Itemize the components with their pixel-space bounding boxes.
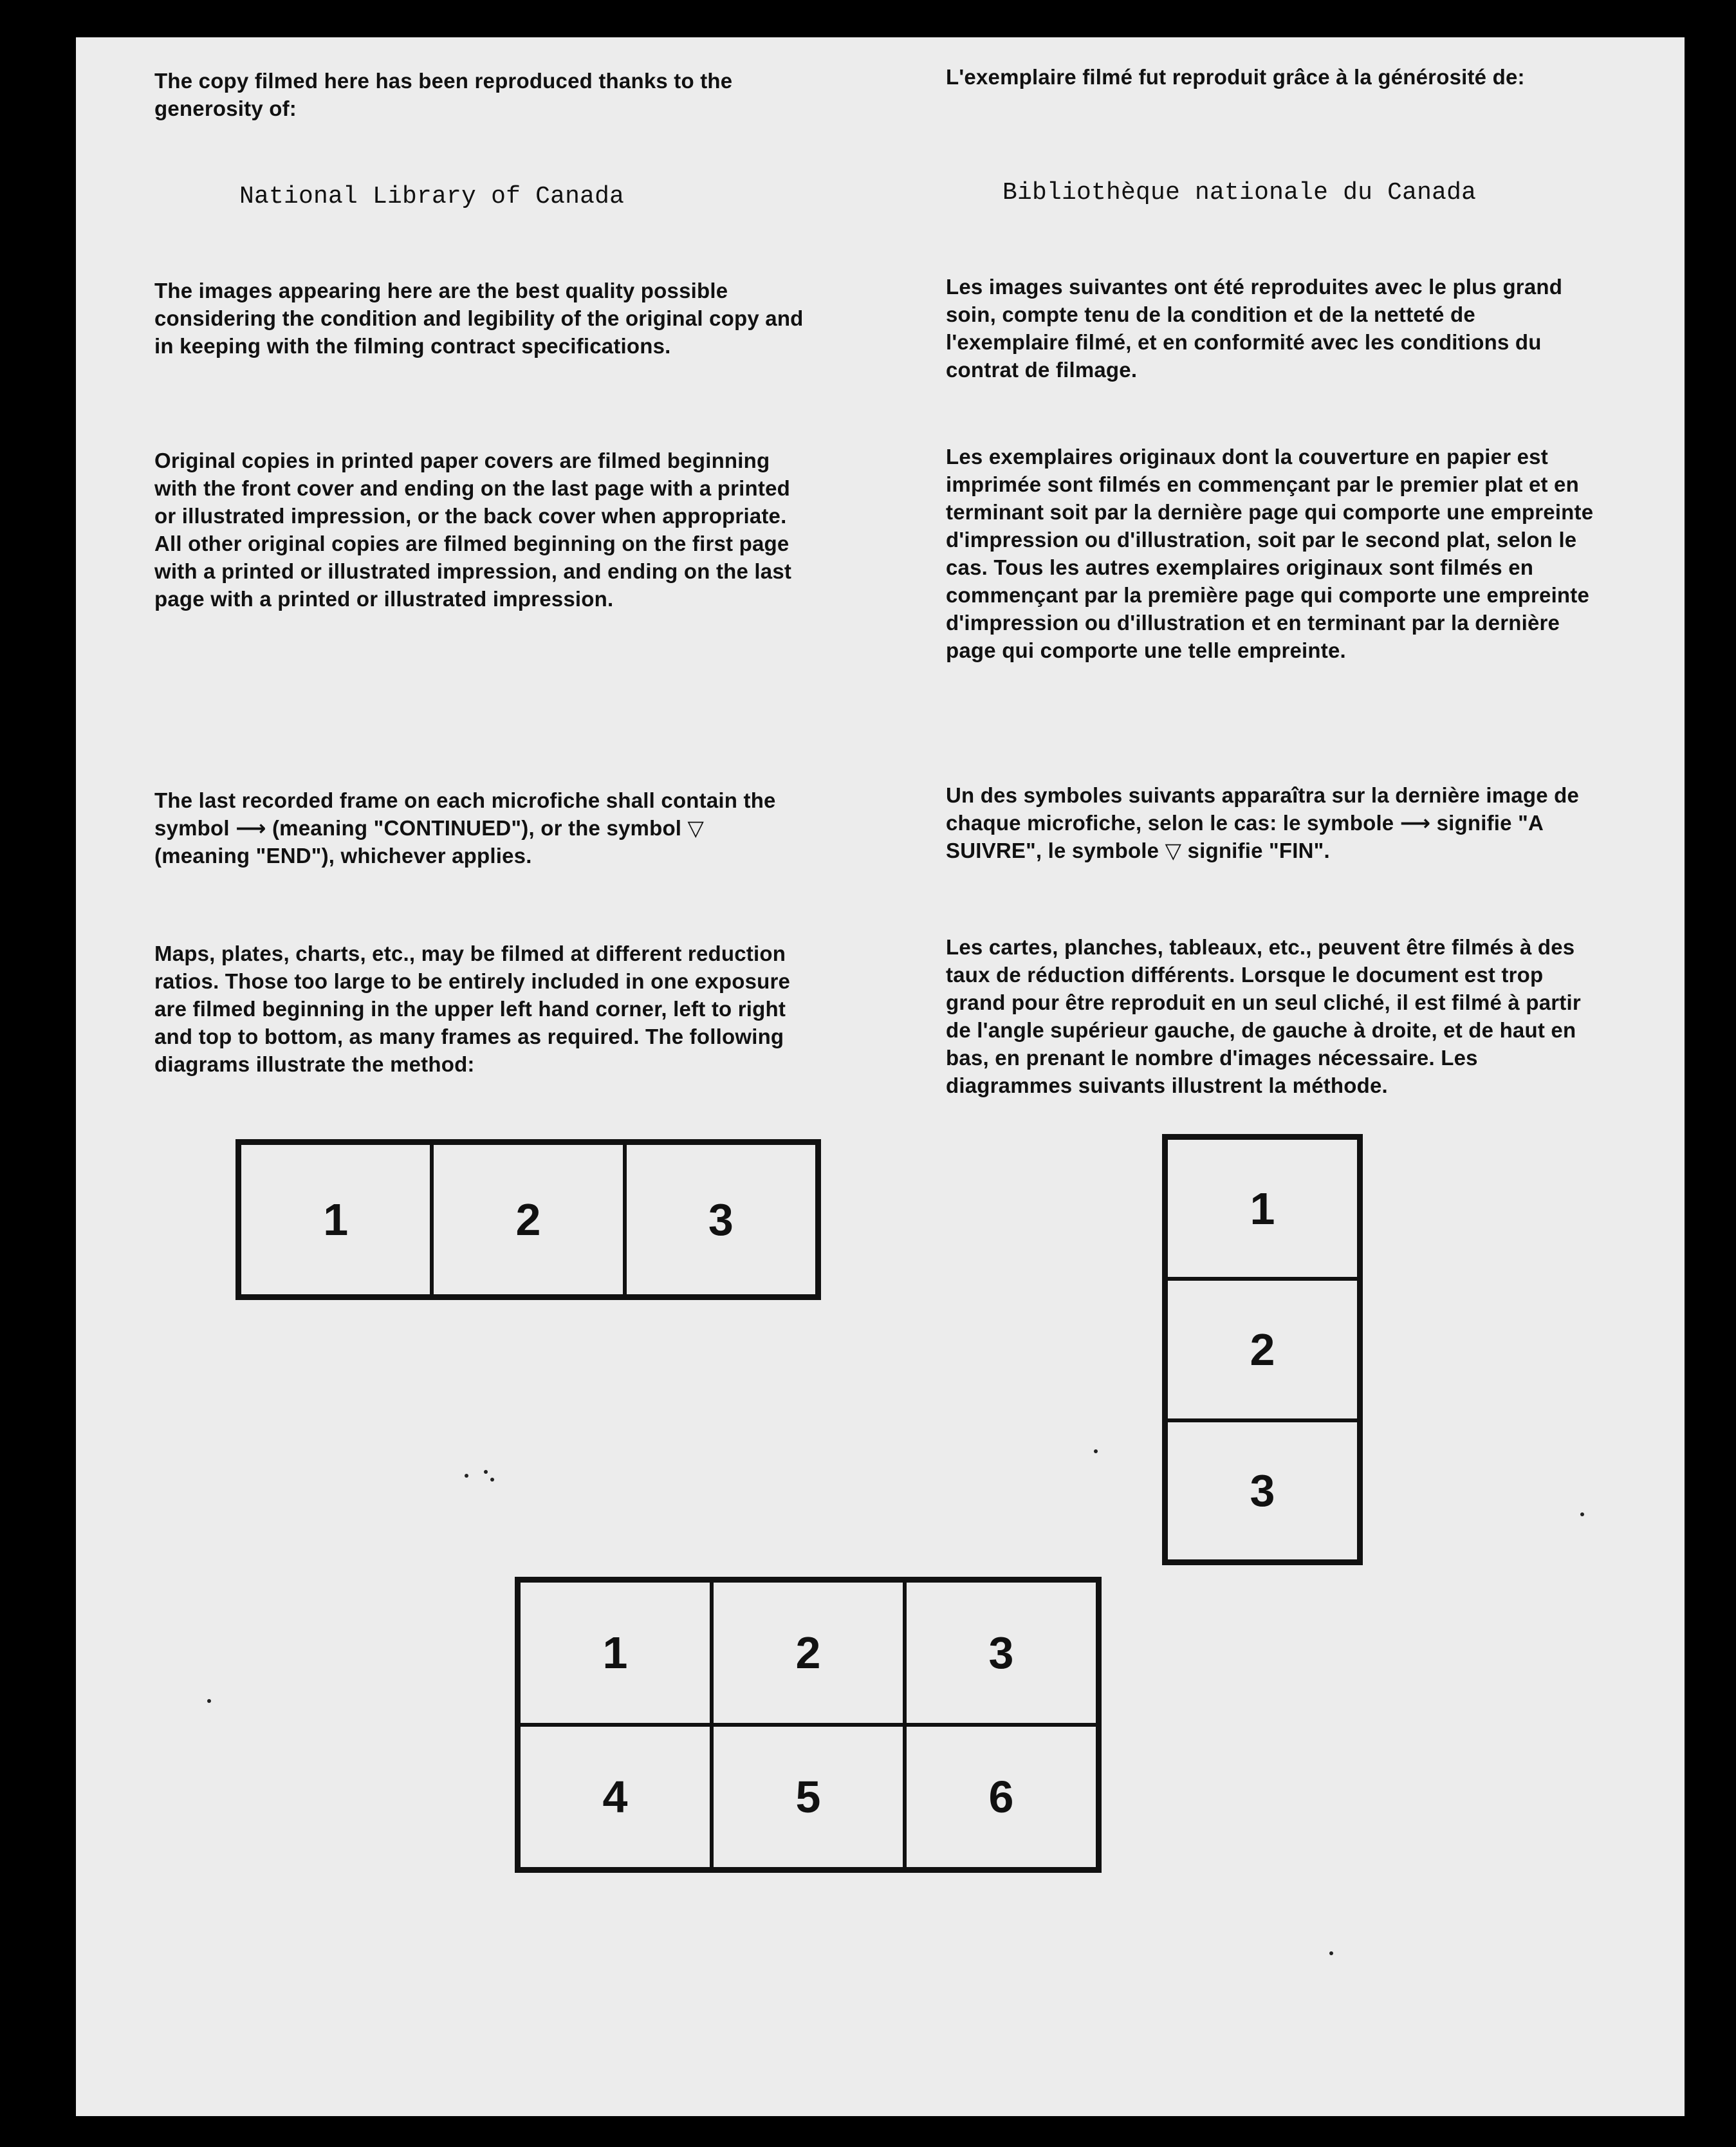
dust-speck <box>484 1470 488 1474</box>
library-name-fr: Bibliothèque nationale du Canada <box>1002 179 1477 207</box>
library-name-en: National Library of Canada <box>239 183 625 210</box>
frame-cell: 6 <box>905 1725 1098 1869</box>
dust-speck <box>465 1474 468 1478</box>
dust-speck <box>1580 1512 1584 1516</box>
diagram-horizontal-strip <box>235 1139 821 1300</box>
originals-paragraph-fr: Les exemplaires originaux dont la couverture en papier est imprimée sont filmés en commençant par le premier plat et en terminant soit par la dernière page qui comporte une empreinte d'impression ou d'illustration, soit par le second plat, selon le cas. Tous les autres exemplaires originaux sont filmés en commençant par la première page qui comporte une empreinte d'impression ou d'illustration et en terminant par la dernière page qui comporte une telle empreinte. <box>946 445 1594 662</box>
english-column <box>154 67 811 1161</box>
frame-cell: 2 <box>432 1143 624 1296</box>
quality-paragraph-fr: Les images suivantes ont été reproduites avec le plus grand soin, compte tenu de la condition et de la netteté de l'exemplaire filmé, et en conformité avec les conditions du contrat de filmage. <box>946 275 1563 382</box>
dust-speck <box>490 1478 494 1482</box>
maps-paragraph-en: Maps, plates, charts, etc., may be filmed at different reduction ratios. Those too large to be entirely included in one exposure are filmed beginning in the upper left hand corner, left to right and top to bottom, as many frames as required. The following diagrams illustrate the method: <box>154 942 791 1076</box>
french-column <box>946 63 1602 1170</box>
symbols-paragraph-fr: Un des symboles suivants apparaîtra sur la dernière image de chaque microfiche, selon le cas: le symbole ⟶ signifie "A SUIVRE", le symbole ▽ signifie "FIN". <box>946 783 1580 862</box>
symbols-paragraph-en: The last recorded frame on each microfiche shall contain the symbol ⟶ (meaning "CONTINUED"), or the symbol ▽ (meaning "END"), whichever applies. <box>154 788 776 868</box>
quality-paragraph-en: The images appearing here are the best quality possible considering the condition and legibility of the original copy and in keeping with the filming contract specifications. <box>154 279 804 358</box>
dust-speck <box>207 1699 211 1703</box>
credit-text-en: The copy filmed here has been reproduced thanks to the generosity of: <box>154 69 733 120</box>
frame-cell: 4 <box>519 1725 712 1869</box>
frame-cell: 1 <box>1166 1138 1359 1279</box>
frame-cell: 3 <box>625 1143 817 1296</box>
frame-cell: 3 <box>1166 1420 1359 1561</box>
diagram-grid <box>515 1577 1102 1873</box>
diagram-vertical-strip <box>1162 1134 1363 1565</box>
dust-speck <box>1094 1449 1098 1453</box>
maps-paragraph-fr: Les cartes, planches, tableaux, etc., peuvent être filmés à des taux de réduction différents. Lorsque le document est trop grand pour être reproduit en un seul cliché, il est filmé à partir de l'angle supérieur gauche, de gauche à droite, et de haut en bas, en prenant le nombre d'images nécessaire. Les diagrammes suivants illustrent la méthode. <box>946 935 1581 1097</box>
frame-cell: 1 <box>519 1581 712 1725</box>
frame-cell: 5 <box>712 1725 905 1869</box>
dust-speck <box>1329 1951 1333 1955</box>
frame-cell: 2 <box>1166 1279 1359 1420</box>
frame-cell: 3 <box>905 1581 1098 1725</box>
credit-text-fr: L'exemplaire filmé fut reproduit grâce à la générosité de: <box>946 65 1525 89</box>
originals-paragraph-en: Original copies in printed paper covers are filmed beginning with the front cover and ending on the last page with a printed or illustrated impression, or the back cover when appropriate. All other original copies are filmed beginning on the first page with a printed or illustrated impression, and ending on the last page with a printed or illustrated impression. <box>154 449 792 611</box>
frame-cell: 2 <box>712 1581 905 1725</box>
frame-cell: 1 <box>239 1143 432 1296</box>
